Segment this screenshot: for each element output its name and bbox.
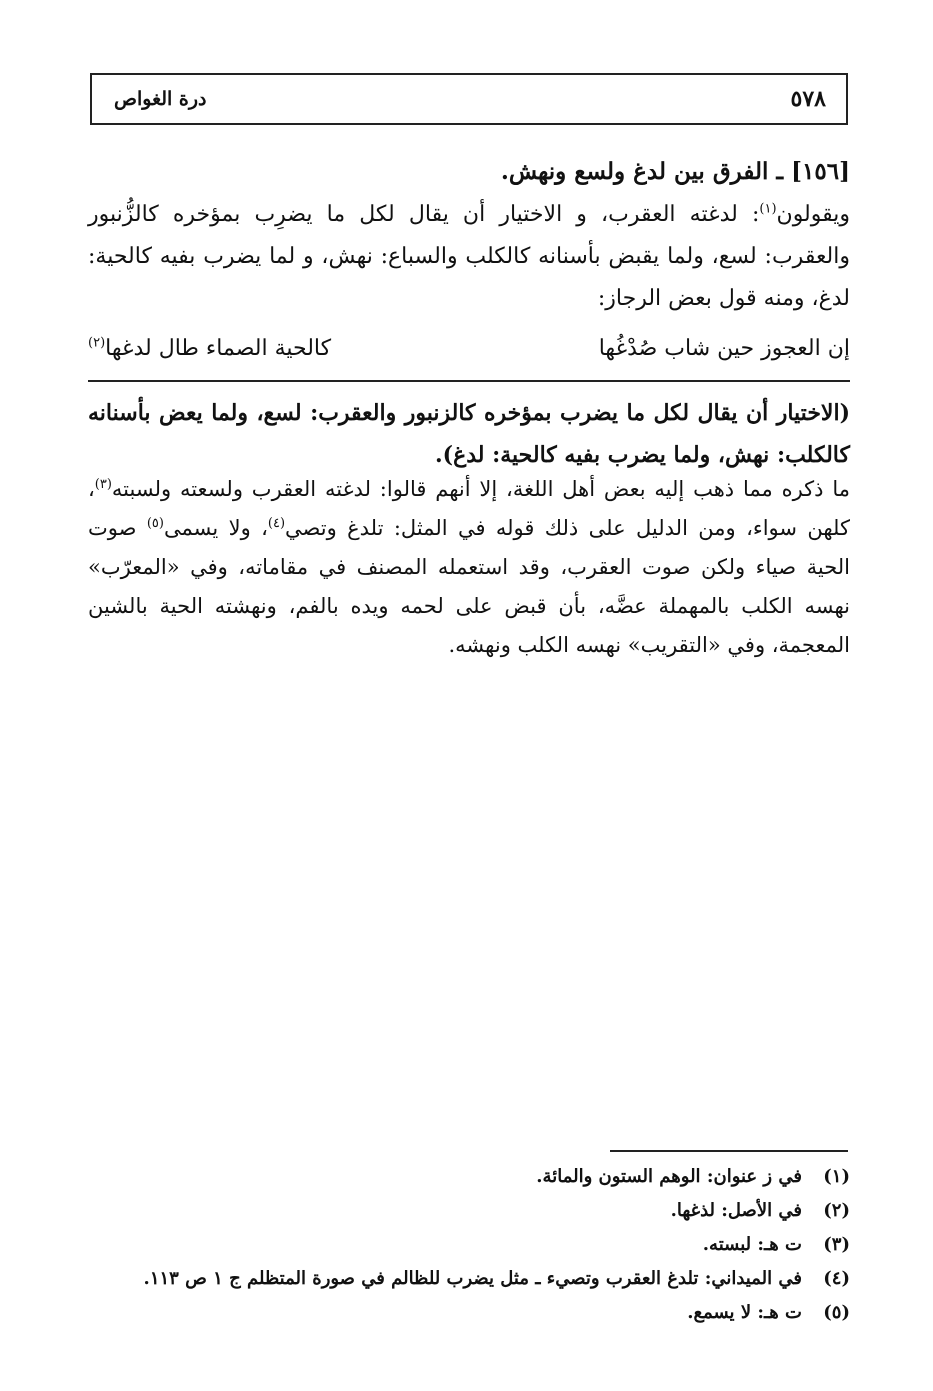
footnote-ref-4[interactable]: (٤): [267, 516, 286, 531]
footnote-ref-2[interactable]: (٢): [88, 335, 106, 351]
section-divider: [88, 380, 850, 382]
footnote-item: [88, 1194, 850, 1228]
footnote-ref-3[interactable]: (٣): [94, 477, 112, 492]
commentary-quote: (الاختيار أن يقال لكل ما يضرب بمؤخره كالزنبور والعقرب: لسع، ولما يعض بأسنانه كالكلب: نهش، ولما يضرب بفيه كالحية: لدغ).: [88, 400, 850, 468]
footnote-number: (٤): [823, 1268, 850, 1289]
verse-first-hemistich: إن العجوز حين شاب صُدْغُها: [598, 336, 850, 361]
footnote-number: (٢): [823, 1200, 850, 1221]
footnote-item: [88, 1228, 850, 1262]
page-number: ٥٧٨: [790, 86, 826, 112]
footnote-text: في الميداني: تلدغ العقرب وتصيء ـ مثل يضرب للظالم في صورة المتظلم ج ١ ص ١١٣.: [143, 1268, 802, 1289]
commentary-body: [88, 470, 850, 665]
verse-gap: [435, 328, 495, 370]
poetry-verse: [88, 328, 850, 370]
commentary-text: ، ولا يسمى: [163, 516, 268, 540]
footnote-item: [88, 1262, 850, 1296]
footnote-item: [88, 1160, 850, 1194]
verse-text: كالحية الصماء طال لدغها: [105, 336, 332, 361]
entry-heading: [١٥٦] ـ الفرق بين لدغ ولسع ونهش.: [500, 158, 850, 185]
footnote-text: ت هـ: لبسته.: [702, 1234, 802, 1255]
verse-second-hemistich: [88, 328, 331, 370]
footnote-divider: [610, 1150, 848, 1152]
commentary-text: ما ذكره مما ذهب إليه بعض أهل اللغة، إلا أنهم قالوا: لدغته العقرب ولسعته ولسبته: [111, 477, 850, 501]
commentary-text: صوت الحية صياء ولكن صوت العقرب، وقد استعمله المصنف في مقاماته، وفي «المعرّب» نهسه الكلب بالمهملة عضَّه، بأن قبض على لحمه ويده بالفم، ونهشته الحية بالشين المعجمة، وفي «التقريب» نهسه الكلب ونهشه.: [88, 516, 850, 657]
footnote-number: (٥): [823, 1302, 850, 1323]
entry-body: [88, 194, 850, 320]
footnote-text: ت هـ: لا يسمع.: [687, 1302, 802, 1323]
footnote-ref-5[interactable]: (٥): [146, 516, 164, 531]
footnote-text: في الأصل: لذغها.: [670, 1200, 802, 1221]
entry-text: : لدغته العقرب، و الاختيار أن يقال لكل ما يضرِب بمؤخره كالزُّنبور والعقرب: لسع، ولما يقبض بأسنانه كالكلب والسباع: نهش، و لما يضرب بفيه كالحية: لدغ، ومنه قول بعض الرجاز:: [88, 202, 850, 311]
running-title: درة الغواص: [114, 88, 207, 110]
commentary-text: ، كلهن سواء، ومن الدليل على ذلك قوله في المثل: تلدغ وتصي: [88, 477, 851, 540]
footnote-ref-1[interactable]: (١): [759, 201, 777, 217]
footnote-text: في ز عنوان: الوهم الستون والمائة.: [536, 1166, 802, 1187]
entry-text: ويقولون: [776, 202, 850, 227]
footnotes-list: [88, 1160, 850, 1330]
footnote-number: (١): [823, 1166, 850, 1187]
page-header: [90, 73, 848, 125]
footnote-item: [88, 1296, 850, 1330]
footnote-number: (٣): [823, 1234, 850, 1255]
